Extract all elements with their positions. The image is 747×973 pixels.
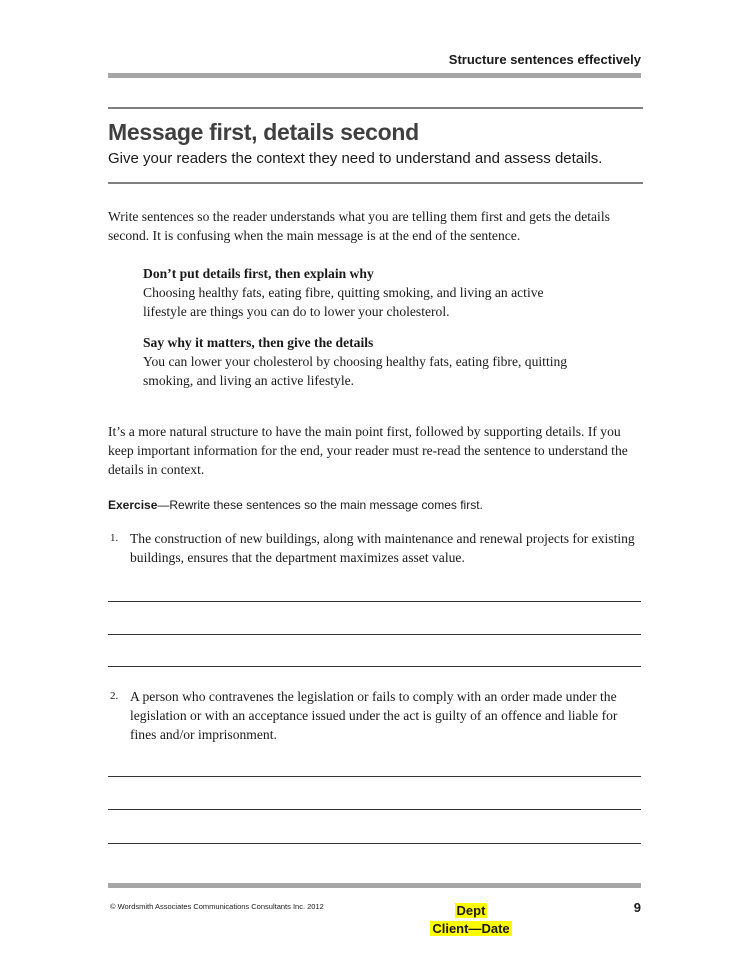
- intro-paragraph: Write sentences so the reader understands what you are telling them first and gets the details second. It is confusing when the main message is at the end of the sentence.: [108, 209, 610, 244]
- exercise-item: A person who contravenes the legislation or fails to comply with an order made under the legislation or with an acceptance issued under the act is guilty of an offence and liable for fines and/or imprisonment.: [130, 689, 618, 743]
- exercise-instruction: [108, 498, 483, 512]
- answer-line[interactable]: [108, 809, 641, 810]
- item-number: 1.: [110, 532, 119, 544]
- answer-line[interactable]: [108, 776, 641, 777]
- explanation-paragraph: It’s a more natural structure to have the main point first, followed by supporting details. If you keep important information for the end, your reader must re-read the sentence to understand the details in context.: [108, 424, 628, 478]
- page-title: Message first, details second: [108, 119, 419, 145]
- answer-line[interactable]: [108, 601, 641, 602]
- example-good: [143, 333, 613, 391]
- copyright: © Wordsmith Associates Communications Consultants Inc. 2012: [110, 902, 324, 911]
- example-text: You can lower your cholesterol by choosing healthy fats, eating fibre, quitting smoking, and living an active lifestyle.: [143, 354, 568, 389]
- item-number: 2.: [110, 690, 119, 702]
- example-text: Choosing healthy fats, eating fibre, quitting smoking, and living an active lifestyle are things you can do to lower your cholesterol.: [143, 285, 544, 320]
- client-date-label: Client—Date: [432, 921, 510, 936]
- divider: [108, 107, 643, 109]
- footer-bar: [108, 883, 641, 888]
- answer-line[interactable]: [108, 634, 641, 635]
- divider: [108, 182, 643, 184]
- footer-highlight: [400, 902, 542, 938]
- example-label: Say why it matters, then give the details: [143, 335, 374, 350]
- header-bar: [108, 73, 641, 78]
- exercise-label: Exercise: [108, 498, 158, 512]
- exercise-item: The construction of new buildings, along with maintenance and renewal projects for existing buildings, ensures that the department maximizes asset value.: [130, 531, 635, 566]
- answer-line[interactable]: [108, 666, 641, 667]
- dept-label: Dept: [456, 903, 486, 918]
- example-label: Don’t put details first, then explain why: [143, 266, 374, 281]
- page-number: 9: [633, 900, 641, 915]
- page-subtitle: Give your readers the context they need to understand and assess details.: [108, 150, 603, 167]
- exercise-text: —Rewrite these sentences so the main message comes first.: [157, 498, 483, 512]
- answer-line[interactable]: [108, 843, 641, 844]
- running-header: Structure sentences effectively: [448, 52, 641, 67]
- example-bad: [143, 264, 613, 322]
